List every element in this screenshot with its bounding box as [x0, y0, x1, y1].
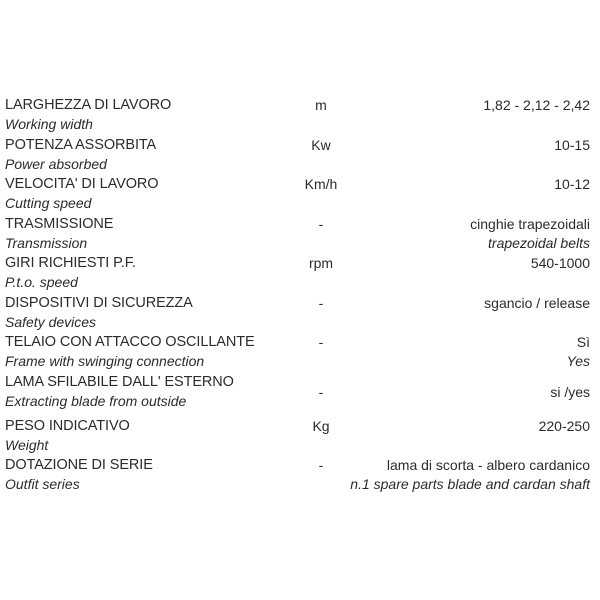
- spec-value: 10-12: [554, 176, 590, 192]
- spec-label-en: Extracting blade from outside: [5, 392, 187, 409]
- spec-value: si /yes: [550, 383, 590, 400]
- spec-row-speed: [0, 174, 600, 214]
- spec-unit: -: [318, 457, 324, 473]
- spec-label-it: TELAIO CON ATTACCO OSCILLANTE: [5, 334, 255, 350]
- spec-value: 540-1000: [530, 255, 590, 271]
- spec-label-it: DOTAZIONE DI SERIE: [5, 457, 153, 473]
- spec-value: 220-250: [538, 417, 590, 434]
- spec-value-en: trapezoidal belts: [488, 234, 590, 251]
- spec-value: 10-15: [554, 136, 590, 153]
- spec-value: cinghie trapezoidali: [470, 215, 590, 232]
- spec-value: Sì: [576, 334, 590, 350]
- spec-label-en: Outfit series: [5, 476, 80, 492]
- spec-value: lama di scorta - albero cardanico: [386, 457, 590, 473]
- spec-label-en: Working width: [5, 116, 93, 132]
- spec-label-it: POTENZA ASSORBITA: [5, 136, 157, 153]
- spec-value: 1,82 - 2,12 - 2,42: [483, 97, 590, 113]
- spec-value-en: Yes: [566, 353, 590, 369]
- spec-label-en: Transmission: [5, 234, 88, 251]
- spec-unit: rpm: [308, 255, 334, 271]
- spec-unit: m: [315, 97, 327, 113]
- spec-row-transmission: [0, 214, 600, 254]
- spec-row-frame: [0, 332, 600, 372]
- spec-value-en: n.1 spare parts blade and cardan shaft: [350, 476, 590, 492]
- spec-label-en: Weight: [5, 436, 49, 453]
- spec-label-it: GIRI RICHIESTI P.F.: [5, 255, 136, 271]
- spec-label-en: Power absorbed: [5, 155, 107, 172]
- spec-row-extracting-blade: [0, 372, 600, 416]
- spec-value: sgancio / release: [484, 294, 590, 311]
- spec-row-power: [0, 135, 600, 175]
- spec-label-en: Frame with swinging connection: [5, 353, 205, 369]
- spec-label-en: Safety devices: [5, 313, 97, 330]
- spec-label-en: Cutting speed: [5, 195, 92, 211]
- spec-row-pto-speed: [0, 253, 600, 293]
- spec-label-it: VELOCITA' DI LAVORO: [5, 176, 159, 192]
- spec-unit: Kg: [312, 417, 330, 434]
- spec-row-weight: [0, 416, 600, 456]
- spec-unit: Kw: [311, 136, 331, 153]
- spec-unit: -: [318, 294, 324, 311]
- spec-unit: -: [318, 383, 324, 400]
- spec-label-it: LAMA SFILABILE DALL' ESTERNO: [5, 373, 234, 390]
- spec-unit: -: [318, 334, 324, 350]
- spec-label-it: DISPOSITIVI DI SICUREZZA: [5, 294, 193, 311]
- spec-unit: -: [318, 215, 324, 232]
- spec-table: [0, 95, 600, 495]
- spec-label-it: LARGHEZZA DI LAVORO: [5, 97, 172, 113]
- spec-label-it: TRASMISSIONE: [5, 215, 114, 232]
- spec-row-working-width: [0, 95, 600, 135]
- spec-unit: Km/h: [304, 176, 338, 192]
- spec-row-safety: [0, 293, 600, 333]
- spec-label-en: P.t.o. speed: [5, 274, 78, 290]
- spec-label-it: PESO INDICATIVO: [5, 417, 130, 434]
- spec-row-outfit: [0, 455, 600, 495]
